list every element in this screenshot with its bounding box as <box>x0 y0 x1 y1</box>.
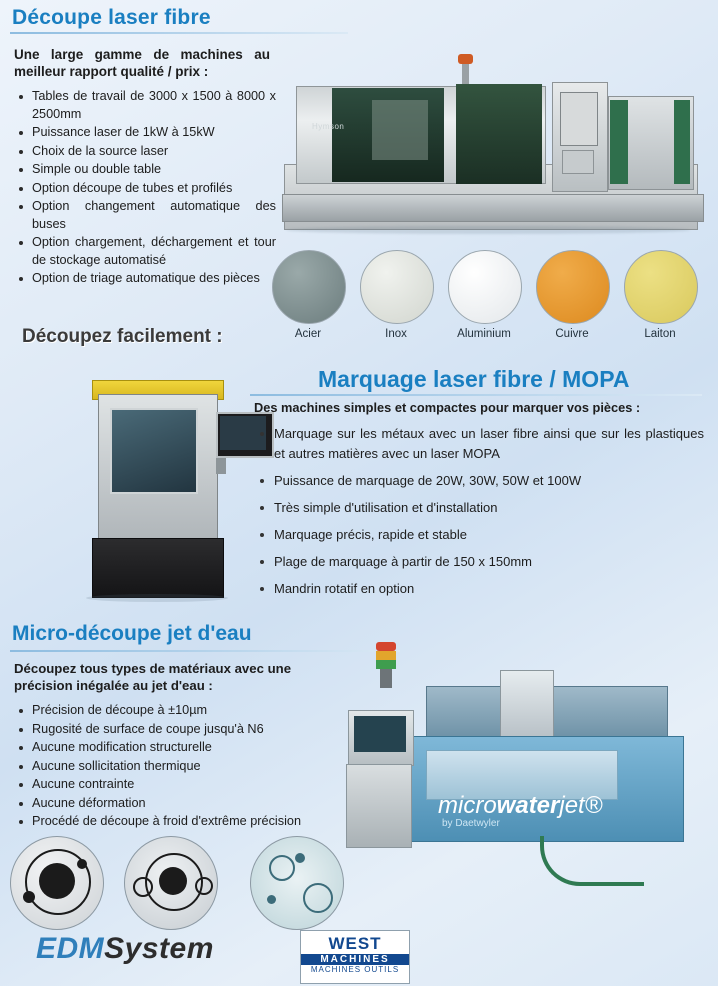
signal-lamp-amber-icon <box>376 651 396 660</box>
sample-feature <box>303 883 333 913</box>
list-item: Simple ou double table <box>14 161 276 179</box>
laser-feature-list <box>14 88 276 289</box>
brand-part-1: micro <box>438 792 497 819</box>
material-laiton <box>624 250 696 340</box>
laser-intro-text: Une large gamme de machines au meilleur rapport qualité / prix : <box>14 47 270 79</box>
brand-part-3: jet <box>559 792 585 819</box>
signal-lamp-red-icon <box>376 642 396 651</box>
list-item: Rugosité de surface de coupe jusqu'à N6 <box>14 721 364 739</box>
material-label: Cuivre <box>555 328 589 340</box>
list-item: Aucune contrainte <box>14 776 364 794</box>
marking-intro-text: Des machines simples et compactes pour marquer vos pièces : <box>254 400 641 415</box>
footer-brand <box>36 932 214 966</box>
material-label: Acier <box>294 328 322 340</box>
list-item: Procédé de découpe à froid d'extrême précision <box>14 813 364 831</box>
machine-signal-lamp-icon <box>458 54 473 64</box>
list-item: Très simple d'utilisation et d'installation <box>254 498 704 518</box>
list-item: Aucune sollicitation thermique <box>14 758 364 776</box>
footer-brand-prefix: EDM <box>36 932 105 965</box>
material-swatch <box>272 250 346 324</box>
material-swatch <box>536 250 610 324</box>
footer-brand-main: System <box>104 932 214 965</box>
section-title-waterjet: Micro-découpe jet d'eau <box>12 622 252 645</box>
list-item: Choix de la source laser <box>14 143 276 161</box>
material-swatch <box>360 250 434 324</box>
sample-feature <box>269 855 295 881</box>
section-title-laser: Découpe laser fibre <box>12 6 211 29</box>
list-item: Plage de marquage à partir de 150 x 150mm <box>254 552 704 572</box>
material-acier <box>272 250 344 340</box>
logo-line-1: WEST <box>328 934 382 953</box>
logo-line-2: MACHINES <box>301 954 409 965</box>
waterjet-feature-list <box>14 702 364 832</box>
signal-lamp-green-icon <box>376 660 396 669</box>
machine-button-pad <box>562 150 594 174</box>
marking-feature-list <box>254 424 704 606</box>
cut-easily-heading: Découpez facilement : <box>22 326 223 347</box>
logo-line-3: MACHINES OUTILS <box>310 965 400 974</box>
machine-rail <box>282 194 704 222</box>
list-item: Puissance laser de 1kW à 15kW <box>14 124 276 142</box>
waterjet-brand-text <box>438 792 602 820</box>
sample-feature <box>23 891 35 903</box>
list-item: Option changement automatique des buses <box>14 198 276 233</box>
waterjet-hose <box>540 836 644 886</box>
list-item: Précision de découpe à ±10µm <box>14 702 364 720</box>
list-item: Puissance de marquage de 20W, 30W, 50W et 100W <box>254 471 704 491</box>
brand-registered-mark: ® <box>584 792 603 819</box>
machine-window <box>372 100 428 160</box>
material-inox <box>360 250 432 340</box>
list-item: Mandrin rotatif en option <box>254 579 704 599</box>
marking-machine-image <box>40 368 290 606</box>
section-divider-marking <box>250 394 702 396</box>
list-item: Option découpe de tubes et profilés <box>14 180 276 198</box>
materials-row <box>272 250 702 350</box>
list-item: Option de triage automatique des pièces <box>14 270 276 288</box>
sample-part-1 <box>10 836 104 930</box>
sample-feature <box>145 853 203 911</box>
laser-cutting-machine-image <box>276 44 706 244</box>
list-item: Marquage sur les métaux avec un laser fibre ainsi que sur les plastiques et autres matières avec un laser MOPA <box>254 424 704 464</box>
machine-screen <box>560 92 598 146</box>
waterjet-intro-text: Découpez tous types de matériaux avec une précision inégalée au jet d'eau : <box>14 661 292 693</box>
section-title-marking: Marquage laser fibre / MOPA <box>318 366 630 392</box>
sample-feature <box>267 895 276 904</box>
marking-machine-base <box>92 538 224 598</box>
material-label: Aluminium <box>457 328 511 340</box>
brand-part-2: water <box>496 792 560 819</box>
machine-accent-left <box>610 100 628 184</box>
waterjet-cnc-screen <box>354 716 406 752</box>
machine-logo: Hymson <box>312 122 345 131</box>
waterjet-cutting-head-column <box>500 670 554 746</box>
machine-shadow <box>286 226 690 234</box>
list-item: Aucune modification structurelle <box>14 739 364 757</box>
material-swatch <box>624 250 698 324</box>
marking-machine-shadow <box>86 594 228 602</box>
machine-accent-right <box>674 100 690 184</box>
sample-parts-row <box>6 836 356 932</box>
marking-machine-window <box>110 408 198 494</box>
sample-feature <box>295 853 305 863</box>
material-swatch <box>448 250 522 324</box>
section-divider-laser <box>10 32 348 34</box>
sample-part-2 <box>124 836 218 930</box>
material-label: Inox <box>385 328 407 340</box>
list-item: Tables de travail de 3000 x 1500 à 8000 x 2500mm <box>14 88 276 123</box>
waterjet-machine-image <box>330 640 705 880</box>
material-label: Laiton <box>644 328 676 340</box>
sample-feature <box>77 859 87 869</box>
material-cuivre <box>536 250 608 340</box>
sample-part-3 <box>250 836 344 930</box>
west-machines-logo <box>300 930 410 984</box>
machine-enclosure-right <box>456 84 542 184</box>
sample-feature <box>133 877 153 897</box>
material-aluminium <box>448 250 520 340</box>
list-item: Marquage précis, rapide et stable <box>254 525 704 545</box>
waterjet-maker-text: by Daetwyler <box>442 818 500 829</box>
list-item: Option chargement, déchargement et tour de stockage automatisé <box>14 234 276 269</box>
list-item: Aucune déformation <box>14 795 364 813</box>
sample-feature <box>195 877 213 895</box>
